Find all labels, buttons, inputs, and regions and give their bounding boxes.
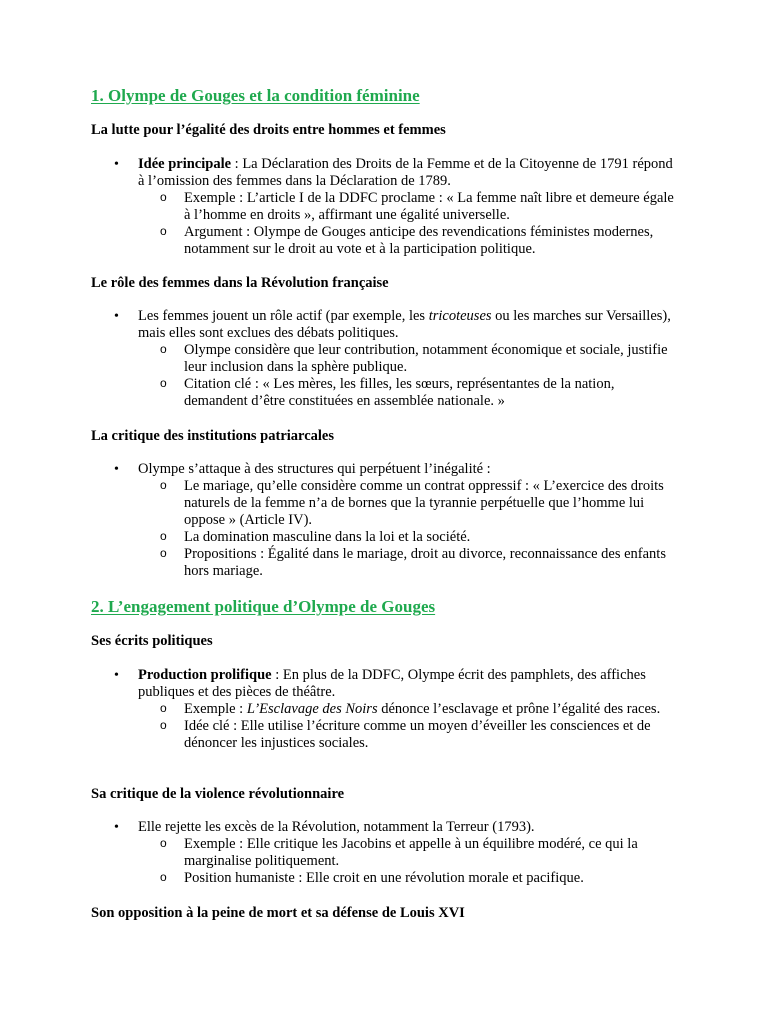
sub-item-text: Exemple : <box>184 701 247 717</box>
sub-item: o Argument : Olympe de Gouges anticipe des revendications féministes modernes, notamment sur le droit au vote et à la participation politique. <box>184 224 678 258</box>
sub-list <box>184 701 678 752</box>
subheading-peine-de-mort: Son opposition à la peine de mort et sa défense de Louis XVI <box>91 905 465 921</box>
list-item <box>138 819 678 887</box>
item-text: Elle rejette les excès de la Révolution, notamment la Terreur (1793). <box>138 819 535 835</box>
subheading-institutions: La critique des institutions patriarcales <box>91 428 335 444</box>
section-heading-2: 2. L’engagement politique d’Olympe de Gouges <box>91 597 436 616</box>
section-heading-1: 1. Olympe de Gouges et la condition féminine <box>91 86 420 105</box>
list-item <box>138 667 678 752</box>
sub-item: o Position humaniste : Elle croit en une révolution morale et pacifique. <box>184 870 678 887</box>
sub-item: o Le mariage, qu’elle considère comme un contrat oppressif : « L’exercice des droits naturels de la femme n’a de bornes que la tyrannie perpétuelle que l’homme lui oppose » (Article IV). <box>184 478 678 529</box>
sub-item <box>184 701 678 718</box>
sub-item: o La domination masculine dans la loi et la société. <box>184 529 678 546</box>
sub-item: o Olympe considère que leur contribution, notamment économique et sociale, justifie leur inclusion dans la sphère publique. <box>184 342 678 376</box>
sub-list <box>184 478 678 580</box>
item-lead: Production prolifique <box>138 667 272 683</box>
sub-list <box>184 190 678 258</box>
bullet-list <box>138 308 678 410</box>
sub-item: o Propositions : Égalité dans le mariage, droit au divorce, reconnaissance des enfants hors mariage. <box>184 546 678 580</box>
sub-item: o Citation clé : « Les mères, les filles, les sœurs, représentantes de la nation, demandent d’être constituées en assemblée nationale. » <box>184 376 678 410</box>
bullet-list <box>138 667 678 752</box>
subheading-violence: Sa critique de la violence révolutionnaire <box>91 786 345 802</box>
list-item <box>138 308 678 410</box>
item-text: ou les marches sur Versailles), mais elles sont exclues des débats politiques. <box>138 308 671 341</box>
subheading-ecrits: Ses écrits politiques <box>91 633 213 649</box>
item-italic: tricoteuses <box>428 308 492 324</box>
sub-item: o Exemple : L’article I de la DDFC proclame : « La femme naît libre et demeure égale à l’homme en droits », affirmant une égalité universelle. <box>184 190 678 224</box>
item-text: : La Déclaration des Droits de la Femme et de la Citoyenne de 1791 répond à l’omission des femmes dans la Déclaration de 1789. <box>138 156 673 189</box>
bullet-list <box>138 156 678 258</box>
list-item <box>138 156 678 258</box>
bullet-list <box>138 461 678 580</box>
item-text: Olympe s’attaque à des structures qui perpétuent l’inégalité : <box>138 461 491 477</box>
subheading-egalite-droits: La lutte pour l’égalité des droits entre hommes et femmes <box>91 122 446 138</box>
sub-item: o Idée clé : Elle utilise l’écriture comme un moyen d’éveiller les consciences et de dénoncer les injustices sociales. <box>184 718 678 752</box>
item-lead: Idée principale <box>138 156 232 172</box>
sub-item-text: dénonce l’esclavage et prône l’égalité des races. <box>377 701 661 717</box>
subheading-role-femmes: Le rôle des femmes dans la Révolution française <box>91 275 389 291</box>
item-text: : En plus de la DDFC, Olympe écrit des pamphlets, des affiches publiques et des pièces de théâtre. <box>138 667 646 700</box>
sub-list <box>184 342 678 410</box>
item-text: Les femmes jouent un rôle actif (par exemple, les <box>138 308 429 324</box>
list-item <box>138 461 678 580</box>
sub-item: o Exemple : Elle critique les Jacobins et appelle à un équilibre modéré, ce qui la marginalise politiquement. <box>184 836 678 870</box>
sub-list <box>184 836 678 887</box>
work-title: L’Esclavage des Noirs <box>246 701 378 717</box>
bullet-list <box>138 819 678 887</box>
